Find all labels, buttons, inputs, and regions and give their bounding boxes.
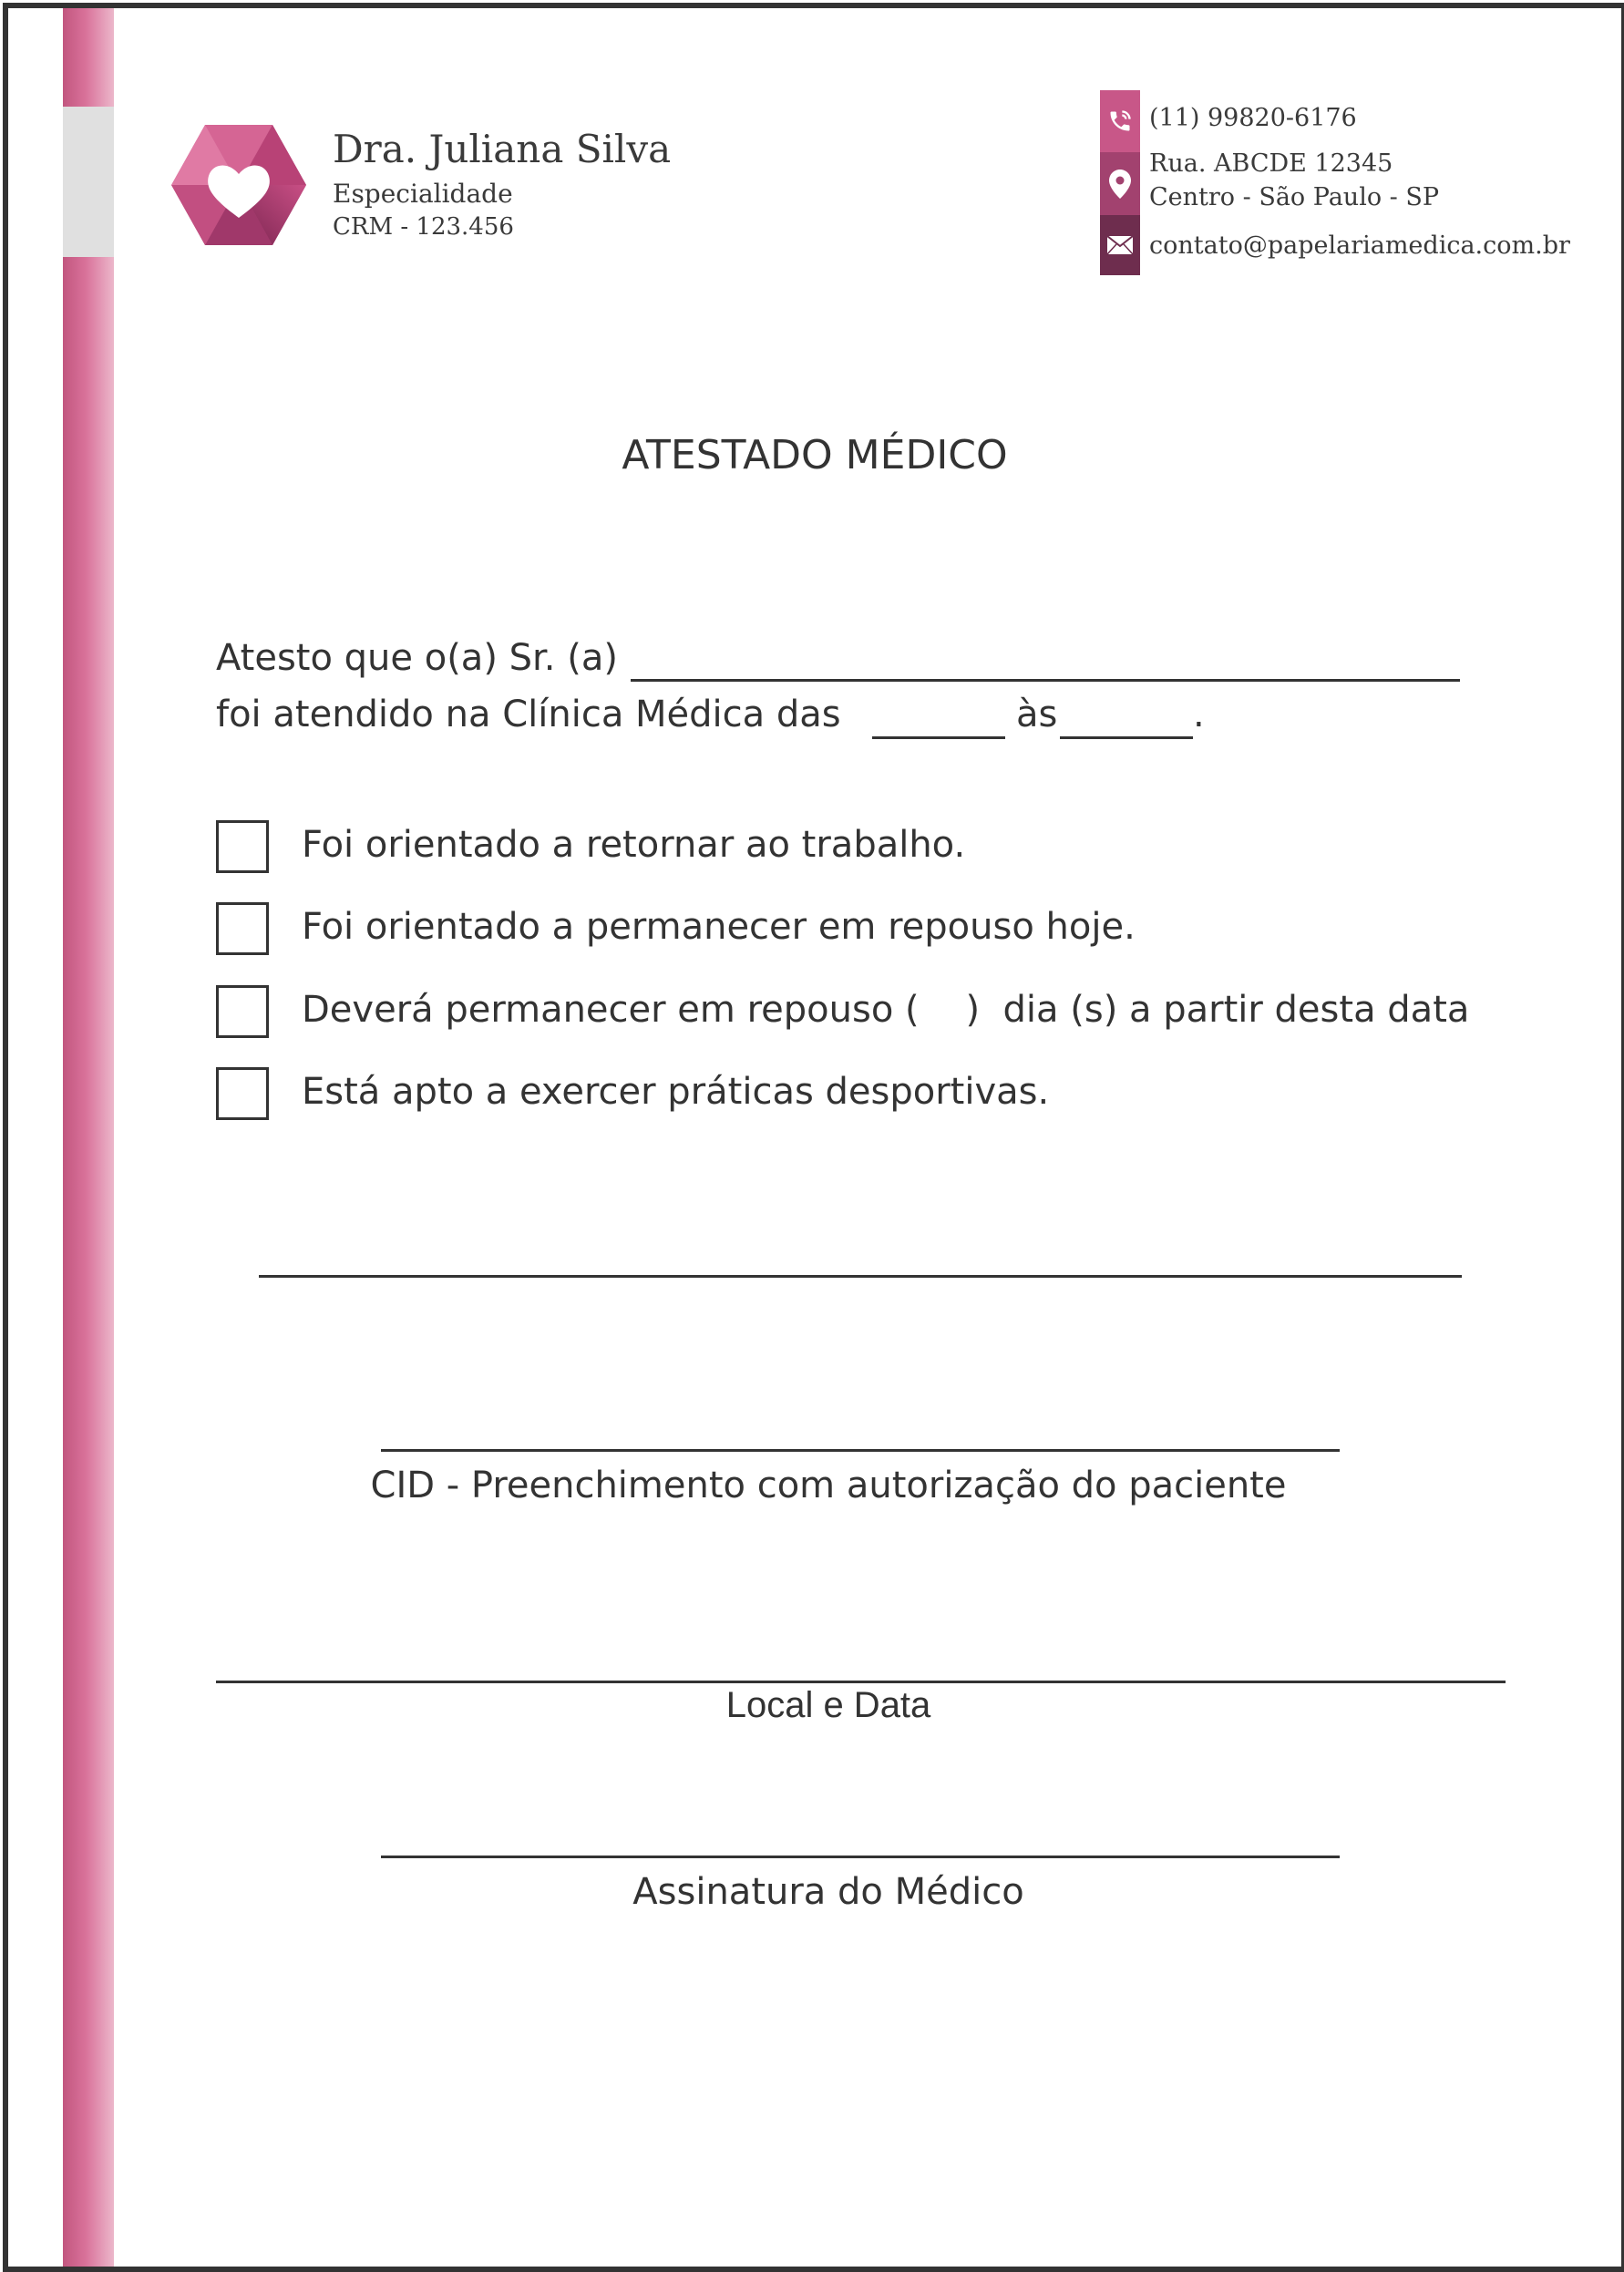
signature-label: Assinatura do Médico bbox=[632, 1871, 1024, 1913]
checkbox-rest-today[interactable] bbox=[216, 902, 269, 955]
contact-phone: (11) 99820-6176 bbox=[1149, 104, 1357, 132]
mail-icon bbox=[1100, 215, 1140, 275]
contact-icon-bar bbox=[1100, 90, 1140, 275]
patient-name-line[interactable] bbox=[631, 679, 1460, 682]
signature-line[interactable] bbox=[381, 1856, 1340, 1858]
attest-line2-start: foi atendido na Clínica Médica das bbox=[216, 694, 841, 735]
document-title: ATESTADO MÉDICO bbox=[622, 432, 1008, 478]
doctor-name: Dra. Juliana Silva bbox=[333, 127, 672, 171]
decorative-side-stripe bbox=[63, 8, 114, 2267]
cid-line[interactable] bbox=[381, 1449, 1340, 1452]
heart-logo-icon bbox=[170, 123, 307, 247]
doctor-crm: CRM - 123.456 bbox=[333, 213, 514, 241]
location-pin-icon bbox=[1100, 152, 1140, 215]
attest-line1: Atesto que o(a) Sr. (a) bbox=[216, 637, 618, 679]
option-label: Deverá permanecer em repouso ( ) dia (s) a partir desta data bbox=[302, 989, 1470, 1031]
contact-address-line1: Rua. ABCDE 12345 bbox=[1149, 149, 1393, 178]
attest-line2-end: . bbox=[1193, 694, 1205, 735]
document-page bbox=[3, 3, 1624, 2272]
place-date-line[interactable] bbox=[216, 1681, 1506, 1683]
checkbox-sports-fit[interactable] bbox=[216, 1067, 269, 1120]
option-label: Foi orientado a retornar ao trabalho. bbox=[302, 824, 966, 866]
cid-label: CID - Preenchimento com autorização do paciente bbox=[370, 1465, 1287, 1506]
notes-line[interactable] bbox=[259, 1275, 1462, 1278]
checkbox-return-to-work[interactable] bbox=[216, 820, 269, 873]
doctor-specialty: Especialidade bbox=[333, 179, 513, 209]
option-label: Foi orientado a permanecer em repouso hoje. bbox=[302, 906, 1136, 948]
time-to-line[interactable] bbox=[1060, 736, 1193, 739]
time-from-line[interactable] bbox=[872, 736, 1005, 739]
place-date-label: Local e Data bbox=[725, 1685, 931, 1725]
checkbox-rest-days[interactable] bbox=[216, 985, 269, 1038]
phone-icon bbox=[1100, 90, 1140, 152]
option-label: Está apto a exercer práticas desportivas. bbox=[302, 1071, 1050, 1113]
attest-line2-as: às bbox=[1016, 694, 1058, 735]
contact-email: contato@papelariamedica.com.br bbox=[1149, 231, 1570, 260]
decorative-side-tab bbox=[63, 107, 114, 257]
contact-address-line2: Centro - São Paulo - SP bbox=[1149, 183, 1440, 211]
